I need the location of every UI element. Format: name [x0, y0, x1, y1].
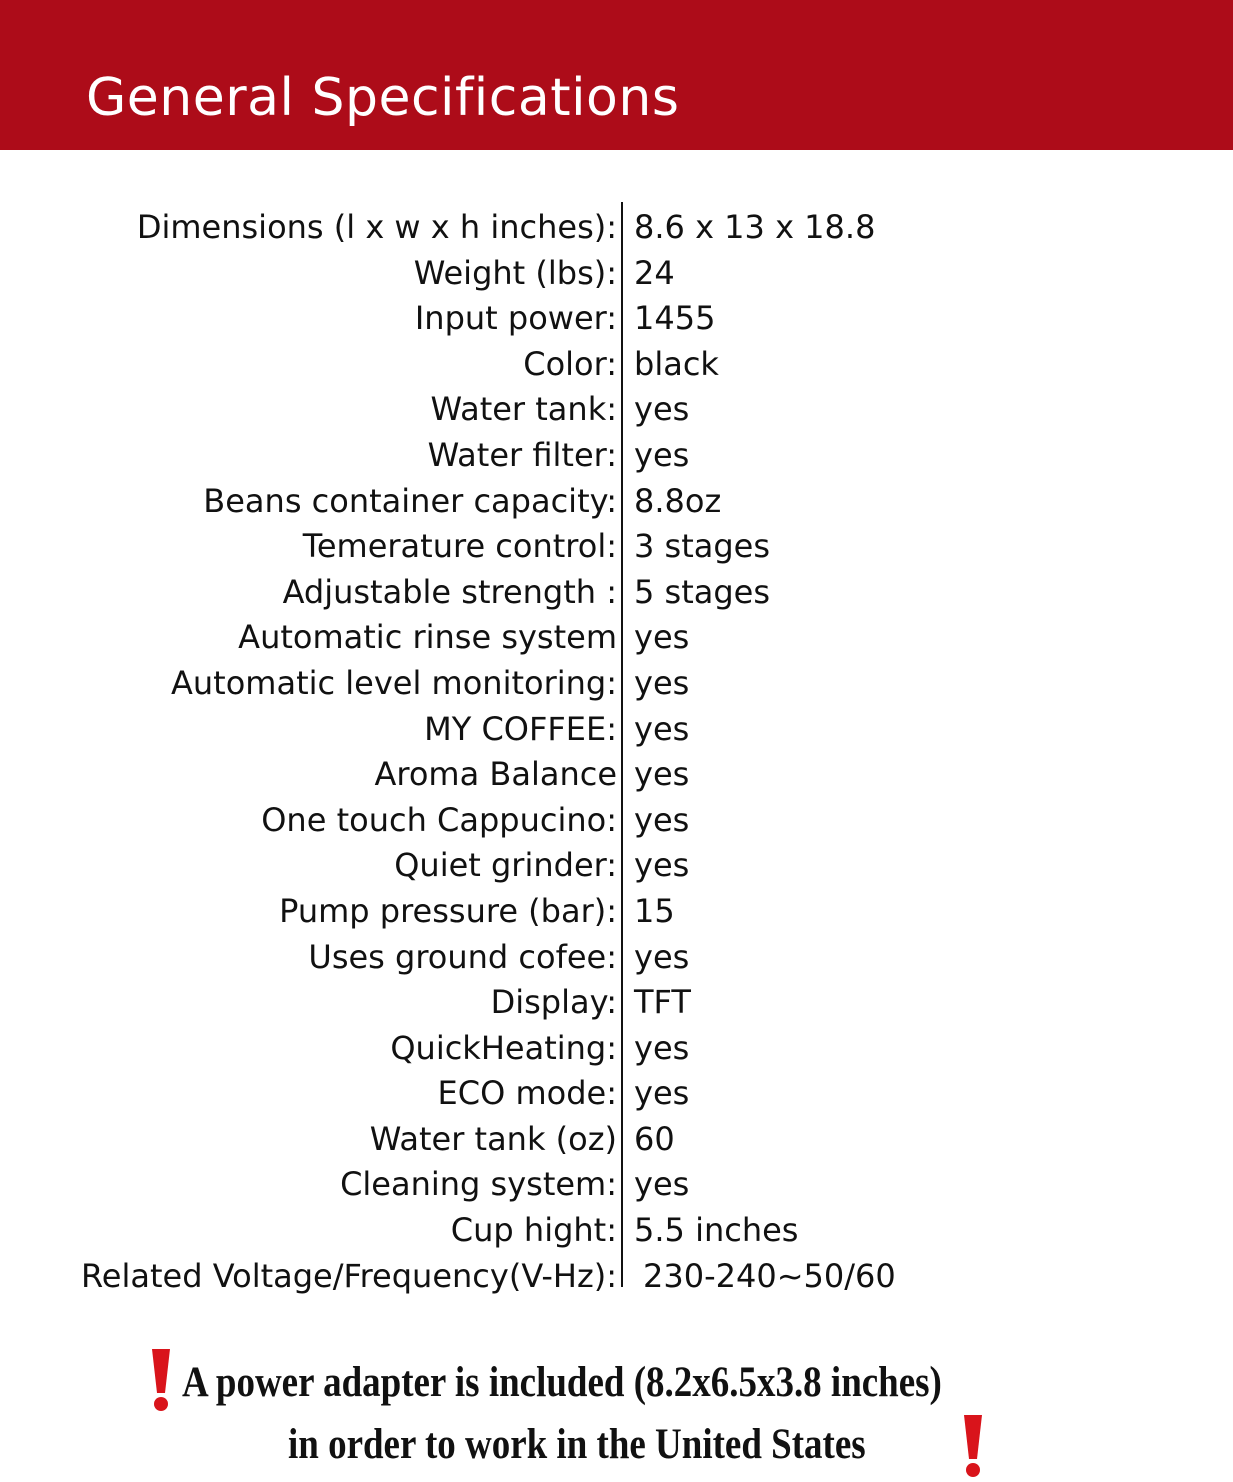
spec-row-dimensions — [0, 205, 1233, 251]
spec-label: Adjustable strength : — [282, 572, 617, 611]
spec-row-adjustable-strength — [0, 570, 1233, 616]
spec-label: Related Voltage/Frequency(V-Hz): — [81, 1256, 617, 1295]
spec-label: Water tank: — [430, 390, 617, 429]
spec-row-quiet-grinder — [0, 843, 1233, 889]
spec-value: yes — [634, 800, 690, 839]
spec-label: Water tank (oz) — [369, 1119, 617, 1158]
spec-value: TFT — [634, 983, 691, 1022]
spec-label: Weight (lbs): — [413, 253, 617, 292]
spec-value: yes — [634, 937, 690, 976]
spec-label: ECO mode: — [437, 1074, 617, 1113]
spec-label: Temerature control: — [302, 527, 617, 566]
spec-row-cup-height — [0, 1208, 1233, 1254]
spec-value: yes — [634, 663, 690, 702]
spec-label: Display: — [490, 983, 617, 1022]
spec-label: QuickHeating: — [390, 1028, 617, 1067]
spec-row-eco-mode — [0, 1071, 1233, 1117]
spec-value: black — [634, 344, 719, 383]
spec-value: 230-240~50/60 — [643, 1256, 896, 1295]
spec-label: Color: — [523, 344, 617, 383]
spec-row-water-tank-oz — [0, 1117, 1233, 1163]
spec-value: 8.8oz — [634, 481, 722, 520]
spec-row-one-touch-cappuccino — [0, 798, 1233, 844]
spec-label: Water filter: — [427, 435, 617, 474]
spec-row-rinse-system — [0, 615, 1233, 661]
spec-label: Automatic rinse system — [238, 618, 617, 657]
spec-value: 15 — [634, 891, 675, 930]
spec-row-quick-heating — [0, 1026, 1233, 1072]
spec-value: 60 — [634, 1119, 675, 1158]
spec-label: Quiet grinder: — [394, 846, 617, 885]
spec-row-cleaning-system — [0, 1162, 1233, 1208]
spec-row-my-coffee — [0, 707, 1233, 753]
spec-value: yes — [634, 435, 690, 474]
spec-value: yes — [634, 1165, 690, 1204]
header-band — [0, 0, 1233, 150]
spec-label: Input power: — [414, 299, 617, 338]
spec-value: 3 stages — [634, 527, 771, 566]
spec-value: 5 stages — [634, 572, 771, 611]
spec-label: Dimensions (l x w x h inches): — [136, 208, 617, 246]
page-title: General Specifications — [86, 68, 680, 128]
spec-label: One touch Cappucino: — [261, 800, 617, 839]
spec-label: Aroma Balance — [374, 755, 617, 794]
spec-value: yes — [634, 390, 690, 429]
spec-value: yes — [634, 846, 690, 885]
spec-row-water-tank — [0, 387, 1233, 433]
spec-row-display — [0, 980, 1233, 1026]
spec-value: yes — [634, 1028, 690, 1067]
spec-value: 1455 — [634, 299, 716, 338]
spec-row-voltage-frequency — [0, 1254, 1233, 1300]
spec-row-temperature-control — [0, 524, 1233, 570]
spec-row-water-filter — [0, 433, 1233, 479]
spec-value: yes — [634, 618, 690, 657]
spec-value: 24 — [634, 253, 675, 292]
spec-value: yes — [634, 1074, 690, 1113]
exclamation-icon — [960, 1413, 986, 1479]
spec-label: MY COFFEE: — [424, 709, 617, 748]
spec-row-input-power — [0, 296, 1233, 342]
spec-row-aroma-balance — [0, 752, 1233, 798]
spec-value: yes — [634, 709, 690, 748]
spec-row-beans-container — [0, 479, 1233, 525]
spec-list — [0, 205, 1233, 1299]
spec-row-level-monitoring — [0, 661, 1233, 707]
spec-value: 8.6 x 13 x 18.8 — [634, 208, 876, 246]
spec-label: Automatic level monitoring: — [170, 663, 617, 702]
spec-row-pump-pressure — [0, 889, 1233, 935]
exclamation-icon — [148, 1347, 174, 1413]
spec-label: Pump pressure (bar): — [279, 891, 617, 930]
spec-row-color — [0, 342, 1233, 388]
spec-row-ground-coffee — [0, 935, 1233, 981]
notice-text: A power adapter is included (8.2x6.5x3.8 inches) — [182, 1359, 942, 1406]
notice-text: in order to work in the United States — [288, 1421, 866, 1468]
spec-row-weight — [0, 251, 1233, 297]
spec-label: Beans container capacity: — [203, 481, 617, 520]
spec-label: Cleaning system: — [340, 1165, 617, 1204]
spec-value: 5.5 inches — [634, 1211, 799, 1250]
spec-label: Uses ground cofee: — [308, 937, 617, 976]
spec-value: yes — [634, 755, 690, 794]
spec-label: Cup hight: — [450, 1211, 617, 1250]
